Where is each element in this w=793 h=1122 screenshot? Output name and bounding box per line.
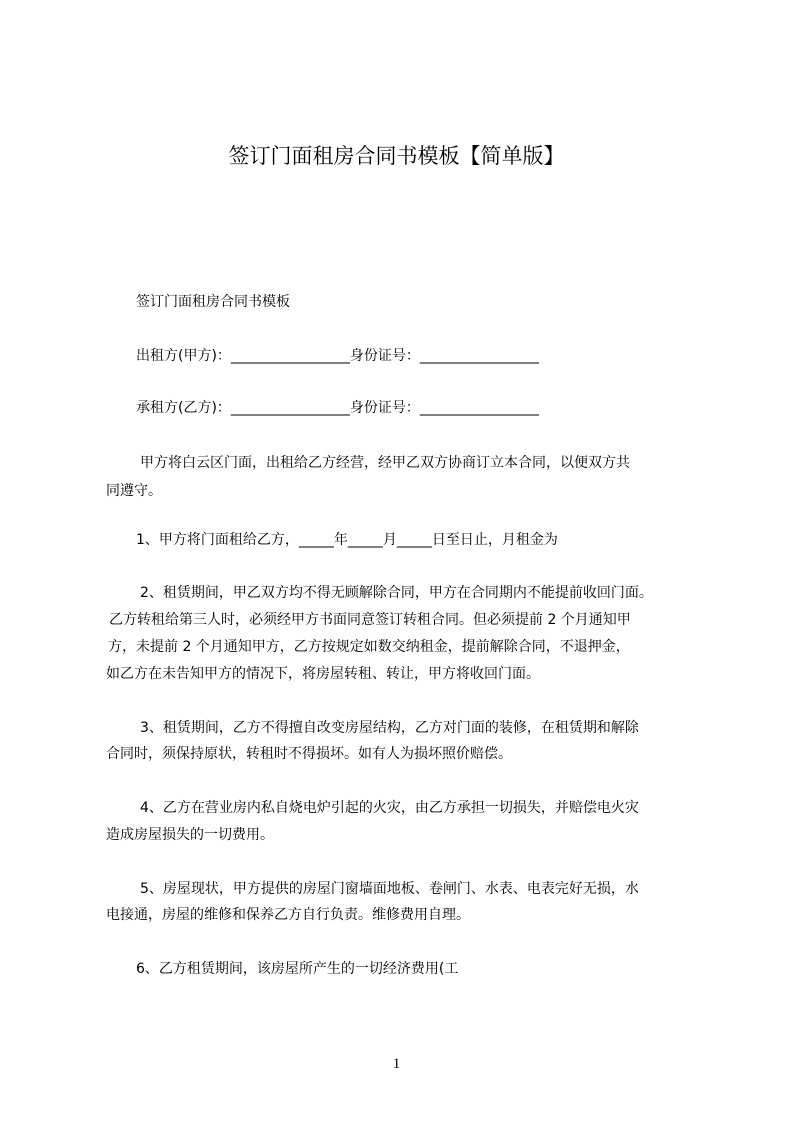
paragraph-line: 乙方转租给第三人时，必须经甲方书面同意签订转租合同。但必须提前 2 个月通知甲 (109, 612, 631, 628)
paragraph-line: 造成房屋损失的一切费用。 (106, 827, 274, 843)
document-subtitle: 签订门面租房合同书模板 (136, 294, 290, 310)
paragraph-line: 4、乙方在营业房内私自烧电炉引起的火灾，由乙方承担一切损失，并赔偿电火灾 (140, 800, 639, 816)
paragraph-line: 如乙方在未告知甲方的情况下，将房屋转租、转让，甲方将收回门面。 (106, 666, 540, 682)
lessor-line: 出租方(甲方)：_________________身份证号：_________________ (136, 348, 539, 364)
paragraph-line: 甲方将白云区门面，出租给乙方经营，经甲乙双方协商订立本合同，以便双方共 (140, 455, 630, 471)
paragraph-line: 5、房屋现状，甲方提供的房屋门窗墙面地板、卷闸门、水表、电表完好无损，水 (140, 881, 639, 897)
page-number: 1 (392, 1056, 401, 1072)
paragraph-line: 1、甲方将门面租给乙方，_____年_____月_____日至日止，月租金为 (136, 532, 558, 548)
paragraph-line: 方，未提前 2 个月通知甲方，乙方按规定如数交纳租金，提前解除合同，不退押金， (108, 639, 630, 655)
paragraph-line: 同遵守。 (106, 483, 162, 499)
paragraph-line: 6、乙方租赁期间，该房屋所产生的一切经济费用(工 (136, 961, 459, 977)
paragraph-line: 2、租赁期间，甲乙双方均不得无顾解除合同，甲方在合同期内不能提前收回门面。 (140, 585, 653, 601)
paragraph-line: 电接通，房屋的维修和保养乙方自行负责。维修费用自理。 (106, 907, 470, 923)
paragraph-line: 合同时，须保持原状，转租时不得损坏。如有人为损坏照价赔偿。 (106, 746, 512, 762)
document-title: 签订门面租房合同书模板【简单版】 (228, 144, 565, 168)
lessee-line: 承租方(乙方)：_________________身份证号：_________________ (136, 400, 539, 416)
paragraph-line: 3、租赁期间，乙方不得擅自改变房屋结构，乙方对门面的装修，在租赁期和解除 (140, 720, 639, 736)
